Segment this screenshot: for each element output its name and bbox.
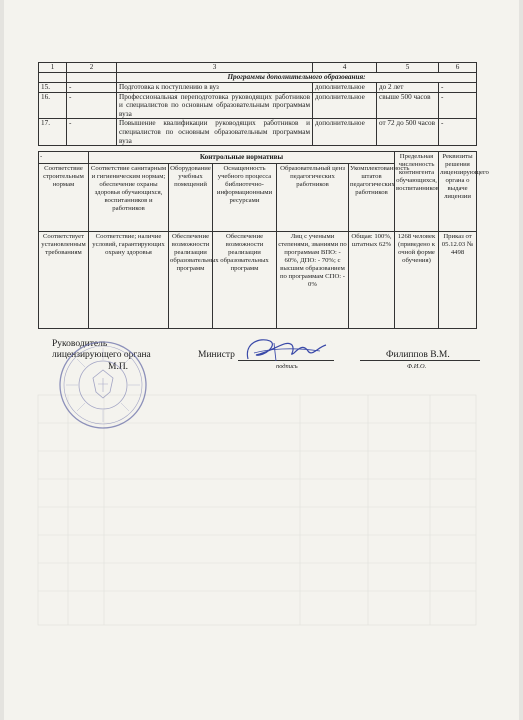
right-edge-shadow [519,0,523,720]
table-row [39,83,477,93]
program-duration: свыше 500 часов [377,92,439,119]
column-number-row [39,63,477,73]
header-staff-qualification: Образовательный ценз педагогических работников [277,164,349,232]
value-library: Обеспечение возможности реализации образовательных программ [213,232,277,329]
section-title: Программы дополнительного образования: [117,73,477,83]
value-building-norms: Соответствует установленным требованиям [39,232,89,329]
program-name: Подготовка к поступлению в вуз [117,83,313,93]
control-values-row [39,232,477,329]
row-code: - [67,92,117,119]
reverse-side-showthrough [38,395,476,625]
dash-cell: - [39,152,89,164]
header-building-norms: Соответствие строительным нормам [39,164,89,232]
row-code: - [67,83,117,93]
table-row [39,119,477,146]
value-equipment: Обеспечение возможности реализации образовательных программ [169,232,213,329]
col-number: 5 [377,63,439,73]
col-number: 6 [439,63,477,73]
program-name: Профессиональная переподготовка руководящих работников и специалистов по основным образовательным программам вуза [117,92,313,119]
signature-caption: подпись [276,363,298,370]
row-number: 17. [39,119,67,146]
header-contingent: Предельная численность контингента обучающихся, воспитанников [395,152,439,232]
program-qualification: - [439,83,477,93]
programs-table [38,62,477,146]
program-type: дополнительное [313,83,377,93]
section-title-row [39,73,477,83]
header-library: Оснащенность учебного процесса библиотечно-информационными ресурсами [213,164,277,232]
signer-name: Филиппов В.М. [386,350,450,360]
program-qualification: - [439,92,477,119]
program-type: дополнительное [313,92,377,119]
value-sanitary-norms: Соответствие; наличие условий, гарантирующих охрану здоровья [89,232,169,329]
col-number: 4 [313,63,377,73]
control-title: Контрольные нормативы [89,152,395,164]
signer-title-line2: лицензирующего органа [52,350,151,360]
header-sanitary-norms: Соответствие санитарным и гигиеническим нормам; обеспечение охраны здоровья обучающихся, воспитанников и работников [89,164,169,232]
col-number: 2 [67,63,117,73]
table-row [39,92,477,119]
left-edge-shadow [0,0,4,720]
program-type: дополнительное [313,119,377,146]
header-license-requisites: Реквизиты решения лицензирующего органа о выдаче лицензии [439,152,477,232]
program-duration: от 72 до 500 часов [377,119,439,146]
row-number: 15. [39,83,67,93]
control-title-row [39,152,477,164]
value-staff-qualification: Лиц с учеными степенями, званиями по программам ВПО: - 60%, ДПО: - 70%; с высшим образованием по программам СПО: - 0% [277,232,349,329]
program-name: Повышение квалификации руководящих работников и специалистов по основным образовательным программам вуза [117,119,313,146]
handwritten-signature [234,333,334,367]
col-number: 3 [117,63,313,73]
program-qualification: - [439,119,477,146]
header-equipment: Оборудование учебных помещений [169,164,213,232]
control-norms-table [38,151,489,329]
stamp-place-mark: М.П. [108,362,129,372]
header-staffing: Укомплектованность штатов педагогических работников [349,164,395,232]
program-duration: до 2 лет [377,83,439,93]
row-number: 16. [39,92,67,119]
corner-registration-stamp [88,1,129,50]
value-license-requisites: Приказ от 05.12.03 № 4498 [439,232,477,329]
value-staffing: Общая: 100%, штатных 62% [349,232,395,329]
col-number: 1 [39,63,67,73]
signer-title-line1: Руководитель [52,339,108,349]
row-code: - [67,119,117,146]
value-contingent: 1268 человек (приведено к очной форме обучения) [395,232,439,329]
fio-caption: Ф.И.О. [407,363,427,370]
signer-role: Министр [198,350,235,360]
